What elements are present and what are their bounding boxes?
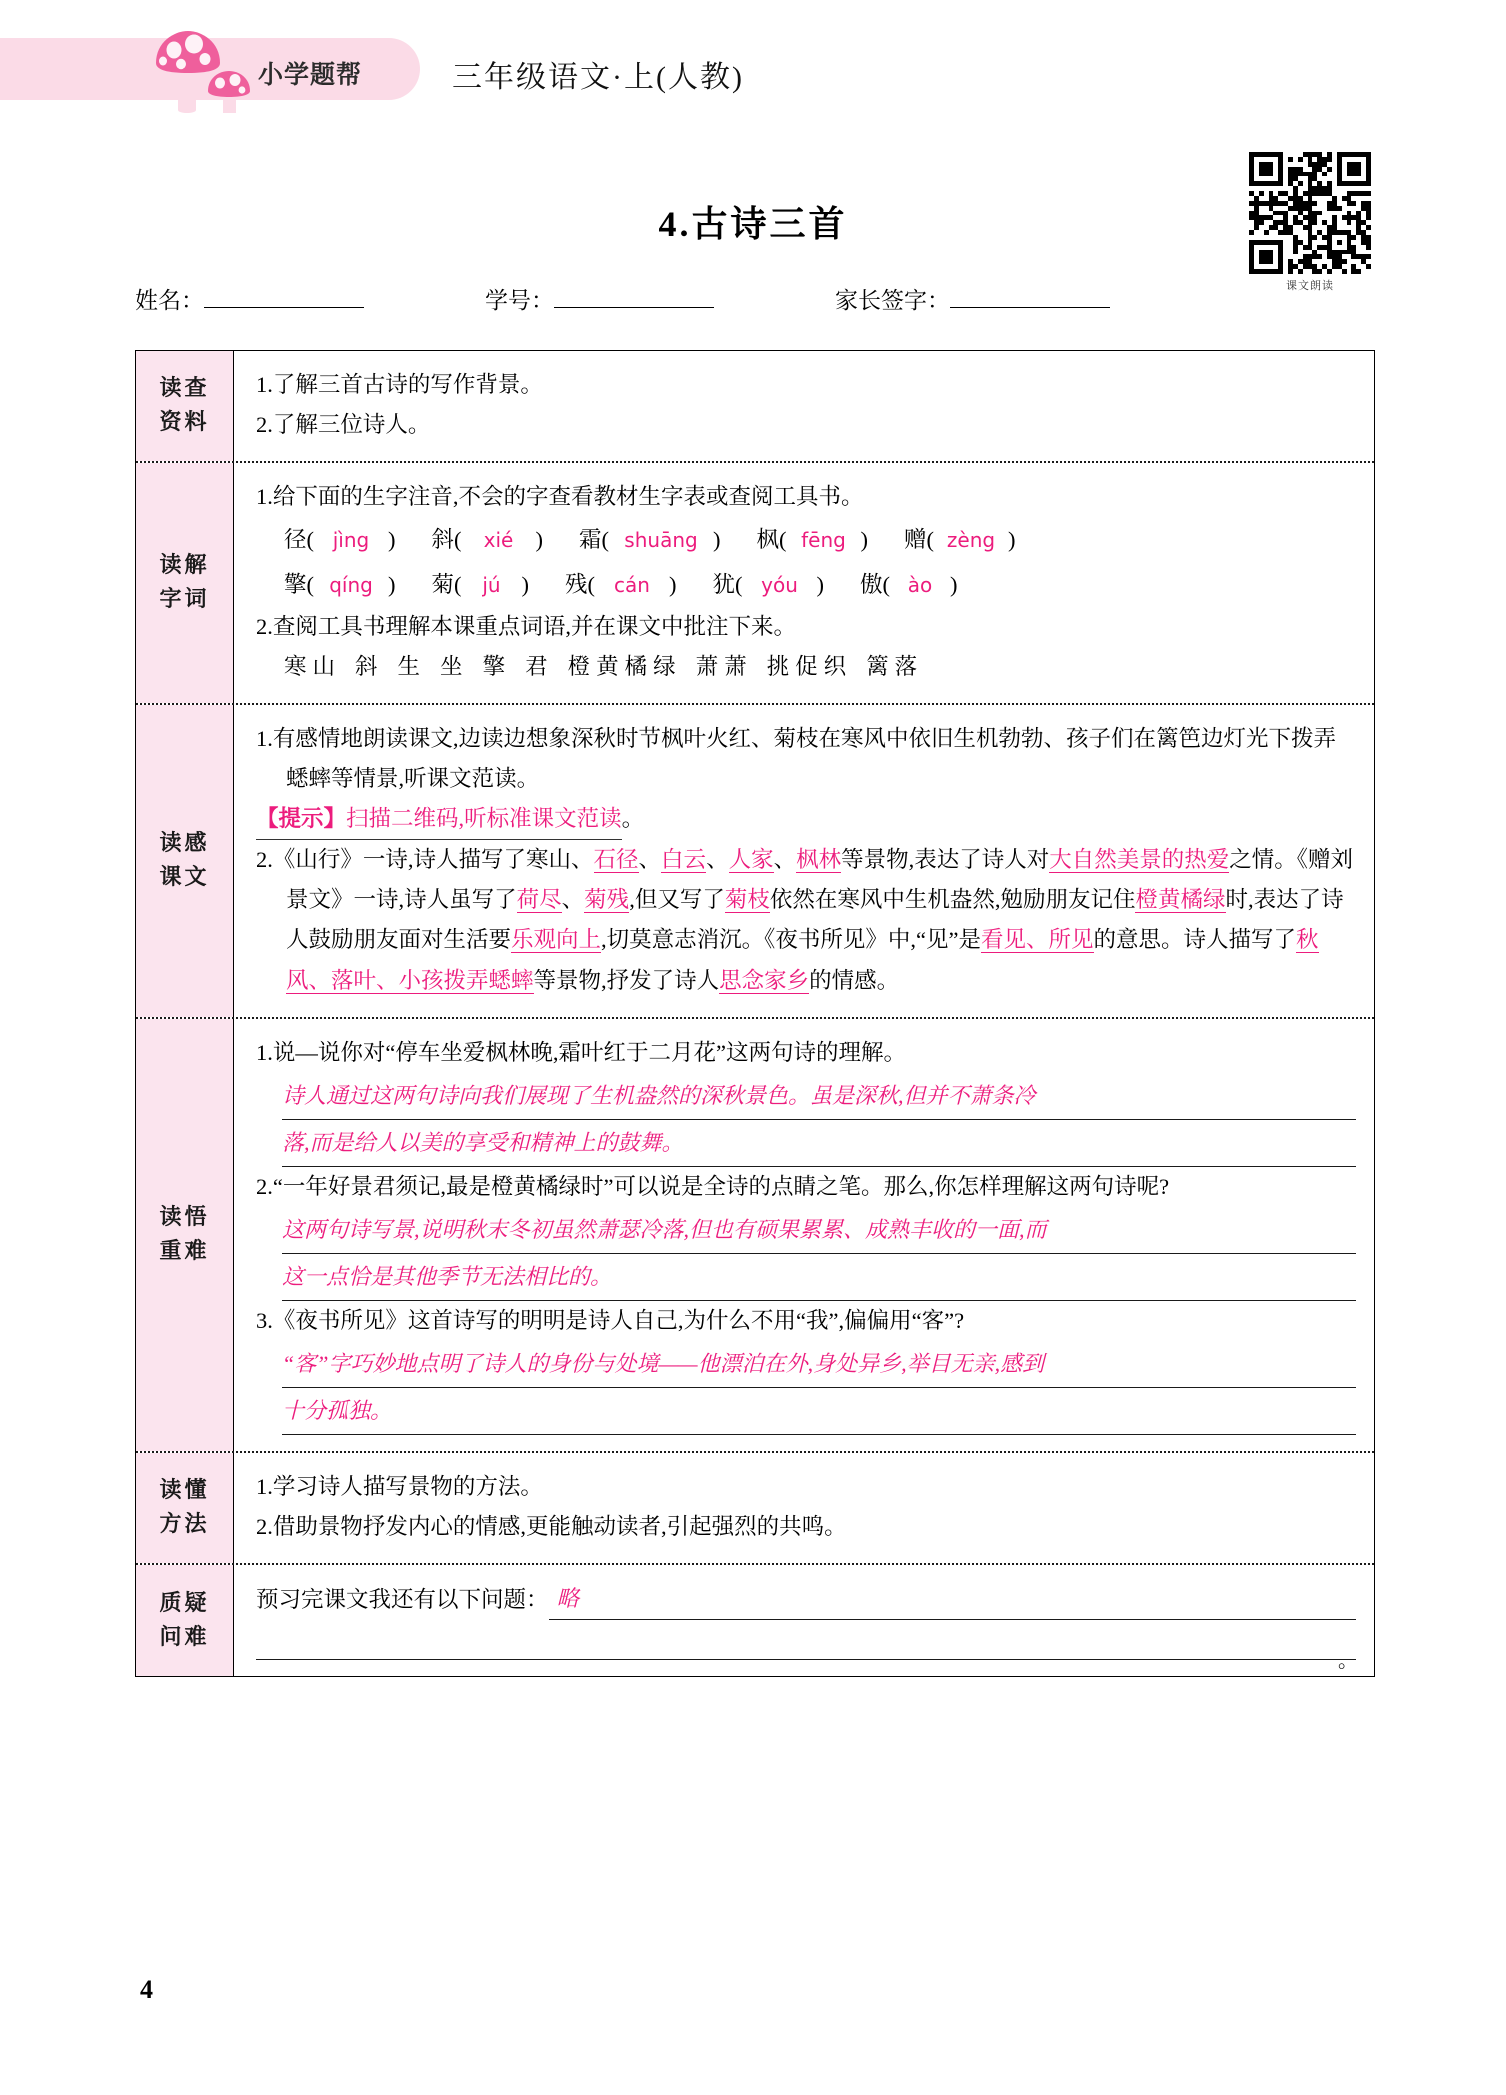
inline-text: 的意思。诗人描写了	[1093, 927, 1297, 953]
list-item: 2.了解三位诗人。	[256, 412, 431, 438]
pinyin-cell	[713, 562, 825, 607]
pinyin-hanzi: 犹(	[712, 572, 743, 598]
table-row-read-method	[136, 1451, 1374, 1563]
pinyin-answer[interactable]: jìng	[332, 528, 370, 553]
table-row-read-check	[136, 351, 1374, 461]
instruction-text: 1.有感情地朗读课文,边读边想象深秋时节枫叶火红、菊枝在寒风中依旧生机勃勃、孩子们在篱笆边灯光下拨弄蟋蟀等情景,听课文范读。	[256, 726, 1337, 792]
pinyin-hanzi: 枫(	[756, 527, 787, 553]
inline-text: 、	[561, 887, 585, 913]
doubt-answer-blank-line[interactable]	[256, 1649, 1358, 1672]
pinyin-close-paren: )	[713, 527, 721, 553]
pinyin-cell	[565, 562, 677, 607]
row-label-line1: 质疑	[159, 1590, 210, 1616]
vocabulary-word: 擎	[482, 654, 512, 680]
pinyin-close-paren: )	[388, 527, 396, 553]
pinyin-answer[interactable]: qíng	[329, 573, 373, 598]
pinyin-cell	[284, 562, 396, 607]
row-label-line1: 读感	[159, 830, 210, 856]
pinyin-hanzi: 残(	[565, 572, 595, 598]
book-title: 三年级语文·上(人教)	[452, 61, 744, 94]
row-label-read-feel	[136, 705, 234, 1016]
parent-signature-blank[interactable]	[950, 307, 1110, 308]
pinyin-answer[interactable]: zèng	[946, 528, 996, 553]
row-label-line2: 资料	[159, 410, 210, 436]
inline-answer[interactable]: 秋风、落叶、小孩拨弄蟋蟀	[286, 927, 1319, 993]
student-id-label: 学号：	[485, 288, 554, 313]
qr-caption: 课文朗读	[1286, 280, 1334, 292]
page-title: 4.古诗三首	[658, 204, 848, 244]
handwritten-answer-line: 这一点恰是其他季节无法相比的。	[282, 1254, 1356, 1301]
vocabulary-word: 君	[525, 654, 554, 680]
inline-text: 依然在寒风中生机盎然,勉励朋友记住	[769, 887, 1136, 913]
vocabulary-word: 生	[397, 654, 427, 680]
inline-text: 时,表达了诗人鼓励朋友面对生活要	[286, 887, 1344, 953]
doubt-answer-input[interactable]: 略	[549, 1579, 1356, 1620]
vocabulary-word: 萧萧	[695, 654, 753, 680]
pinyin-answer[interactable]: ào	[907, 573, 933, 598]
vocabulary-word: 寒山	[284, 654, 342, 680]
inline-answer[interactable]: 菊残	[584, 887, 630, 913]
inline-answer[interactable]: 思念家乡	[719, 967, 810, 993]
pinyin-hanzi: 傲(	[860, 572, 890, 598]
row-label-line2: 方法	[159, 1512, 210, 1538]
inline-answer[interactable]: 橙黄橘绿	[1135, 887, 1226, 913]
qr-code-block[interactable]	[1249, 152, 1371, 293]
pinyin-hanzi: 擎(	[284, 572, 314, 598]
pinyin-hanzi: 斜(	[431, 527, 462, 553]
pinyin-close-paren: )	[860, 527, 868, 553]
vocabulary-word: 篱落	[866, 654, 924, 680]
name-blank[interactable]	[204, 307, 364, 308]
handwritten-answer-line: 诗人通过这两句诗向我们展现了生机盎然的深秋景色。虽是深秋,但并不萧条冷	[282, 1073, 1356, 1120]
question-text: 3.《夜书所见》这首诗写的明明是诗人自己,为什么不用“我”,偏偏用“客”?	[256, 1308, 965, 1334]
pinyin-row-1	[284, 517, 1356, 562]
inline-text: 、	[773, 847, 797, 873]
brand-name: 小学题帮	[258, 60, 363, 89]
table-row-question-doubt	[136, 1563, 1374, 1676]
pinyin-cell	[904, 517, 1016, 562]
instruction-text: 2.查阅工具书理解本课重点词语,并在课文中批注下来。	[256, 614, 797, 640]
pinyin-answer[interactable]: cán	[614, 573, 650, 598]
row-body-read-feel	[234, 705, 1374, 1016]
list-item: 1.学习诗人描写景物的方法。	[256, 1474, 543, 1500]
pinyin-close-paren: )	[388, 572, 396, 598]
inline-text: 的情感。	[809, 967, 900, 993]
inline-answer[interactable]: 白云	[661, 847, 707, 873]
row-label-read-method	[136, 1453, 234, 1563]
instruction-text: 1.给下面的生字注音,不会的字查看教材生字表或查阅工具书。	[256, 484, 864, 510]
inline-answer[interactable]: 枫林	[796, 847, 842, 873]
inline-answer[interactable]: 人家	[728, 847, 774, 873]
row-label-line2: 重难	[159, 1238, 210, 1264]
pinyin-answer[interactable]: fēng	[801, 528, 846, 553]
table-row-read-feel	[136, 703, 1374, 1016]
hint-text: 扫描二维码,听标准课文范读	[346, 806, 622, 832]
pinyin-cell	[757, 517, 869, 562]
pinyin-cell	[860, 562, 958, 607]
table-row-read-hard	[136, 1017, 1374, 1452]
doubt-prompt-row	[256, 1579, 1356, 1620]
pinyin-answer[interactable]: xié	[483, 528, 514, 553]
row-body-read-method	[234, 1453, 1374, 1563]
hint-period: 。	[621, 806, 645, 832]
vocabulary-word: 坐	[440, 654, 469, 680]
pinyin-close-paren: )	[669, 572, 677, 598]
pinyin-close-paren: )	[1008, 527, 1016, 553]
row-label-line2: 问难	[159, 1624, 210, 1650]
pinyin-cell	[432, 517, 544, 562]
inline-text: 之情。《赠刘景文》一诗,诗人虽写了	[286, 847, 1354, 913]
qr-code-icon[interactable]	[1249, 152, 1371, 274]
pinyin-close-paren: )	[535, 527, 543, 553]
row-body-read-words	[234, 463, 1374, 703]
trailing-period: 。	[1338, 1649, 1358, 1672]
row-body-read-check	[234, 351, 1374, 461]
hint-line	[256, 799, 1356, 840]
handwritten-answer-line: 十分孤独。	[282, 1388, 1356, 1435]
inline-text: 、	[638, 847, 662, 873]
row-label-line2: 课文	[159, 864, 210, 890]
handwritten-answer-line: “客”字巧妙地点明了诗人的身份与处境——他漂泊在外,身处异乡,举目无亲,感到	[282, 1341, 1356, 1388]
student-info-row	[135, 282, 1375, 316]
student-id-field[interactable]	[485, 282, 714, 315]
list-item: 1.了解三首古诗的写作背景。	[256, 372, 543, 397]
name-field[interactable]	[135, 282, 364, 315]
inline-text: 等景物,表达了诗人对	[841, 847, 1050, 873]
row-label-read-words	[136, 463, 234, 703]
inline-answer[interactable]: 大自然美景的热爱	[1049, 847, 1230, 873]
handwritten-answer-line: 落,而是给人以美的享受和精神上的鼓舞。	[282, 1120, 1356, 1167]
row-body-read-hard	[234, 1019, 1374, 1452]
pinyin-hanzi: 赠(	[904, 527, 934, 553]
list-item: 2.借助景物抒发内心的情感,更能触动读者,引起强烈的共鸣。	[256, 1514, 847, 1540]
worksheet-table	[135, 350, 1375, 1677]
inline-text: 等景物,抒发了诗人	[533, 967, 720, 993]
handwritten-answer-line: 这两句诗写景,说明秋末冬初虽然萧瑟冷落,但也有硕果累累、成熟丰收的一面,而	[282, 1207, 1356, 1254]
pinyin-answer[interactable]: yóu	[761, 573, 798, 598]
inline-text: ,但又写了	[629, 887, 725, 913]
inline-answer[interactable]: 菊枝	[724, 887, 770, 913]
inline-answer[interactable]: 乐观向上	[511, 927, 602, 953]
vocabulary-word: 橙黄橘绿	[567, 654, 682, 680]
inline-answer[interactable]: 石径	[593, 847, 639, 873]
pinyin-close-paren: )	[816, 572, 824, 598]
question-text: 1.说—说你对“停车坐爱枫林晚,霜叶红于二月花”这两句诗的理解。	[256, 1039, 906, 1065]
pinyin-row-2	[284, 562, 1356, 607]
pinyin-close-paren: )	[950, 572, 958, 598]
student-id-blank[interactable]	[554, 307, 714, 308]
pinyin-close-paren: )	[521, 572, 529, 598]
parent-signature-label: 家长签字：	[835, 288, 950, 313]
pinyin-cell	[284, 517, 396, 562]
row-label-line1: 读查	[159, 375, 210, 401]
hint-tag: 【提示】	[256, 806, 347, 832]
pinyin-cell	[432, 562, 530, 607]
inline-answer[interactable]: 荷尽	[516, 887, 562, 913]
vocabulary-word: 挑促织	[766, 654, 853, 680]
row-label-read-check	[136, 351, 234, 461]
hint-content	[256, 799, 622, 840]
filled-answer-paragraph	[256, 840, 1356, 1000]
pinyin-answer[interactable]: shuāng	[624, 528, 698, 553]
parent-signature-field[interactable]	[835, 282, 1110, 315]
vocabulary-word: 斜	[355, 654, 384, 680]
inline-text: 、	[706, 847, 729, 873]
pinyin-hanzi: 菊(	[431, 572, 462, 598]
row-label-line1: 读悟	[159, 1204, 210, 1230]
inline-answer[interactable]: 看见、所见	[981, 927, 1094, 953]
pinyin-cell	[579, 517, 721, 562]
row-body-question-doubt	[234, 1565, 1374, 1676]
table-row-read-words	[136, 461, 1374, 703]
inline-text: ,切莫意志消沉。《夜书所见》中,“见”是	[601, 927, 982, 953]
question-text: 2.“一年好景君须记,最是橙黄橘绿时”可以说是全诗的点睛之笔。那么,你怎样理解这两句诗呢?	[256, 1173, 1170, 1199]
pinyin-answer[interactable]: jú	[482, 573, 501, 598]
vocabulary-word-list	[284, 647, 1356, 687]
row-label-line2: 字词	[159, 587, 210, 613]
pinyin-hanzi: 径(	[284, 527, 314, 553]
pinyin-hanzi: 霜(	[579, 527, 609, 553]
row-label-line1: 读懂	[159, 1478, 210, 1504]
name-label: 姓名：	[135, 288, 204, 313]
inline-text: 2.《山行》一诗,诗人描写了寒山、	[256, 847, 594, 873]
row-label-question-doubt	[136, 1565, 234, 1676]
doubt-prompt-label: 预习完课文我还有以下问题：	[256, 1587, 549, 1613]
page-number: 4	[140, 1975, 153, 2004]
row-label-read-hard	[136, 1019, 234, 1452]
row-label-line1: 读解	[159, 553, 210, 579]
